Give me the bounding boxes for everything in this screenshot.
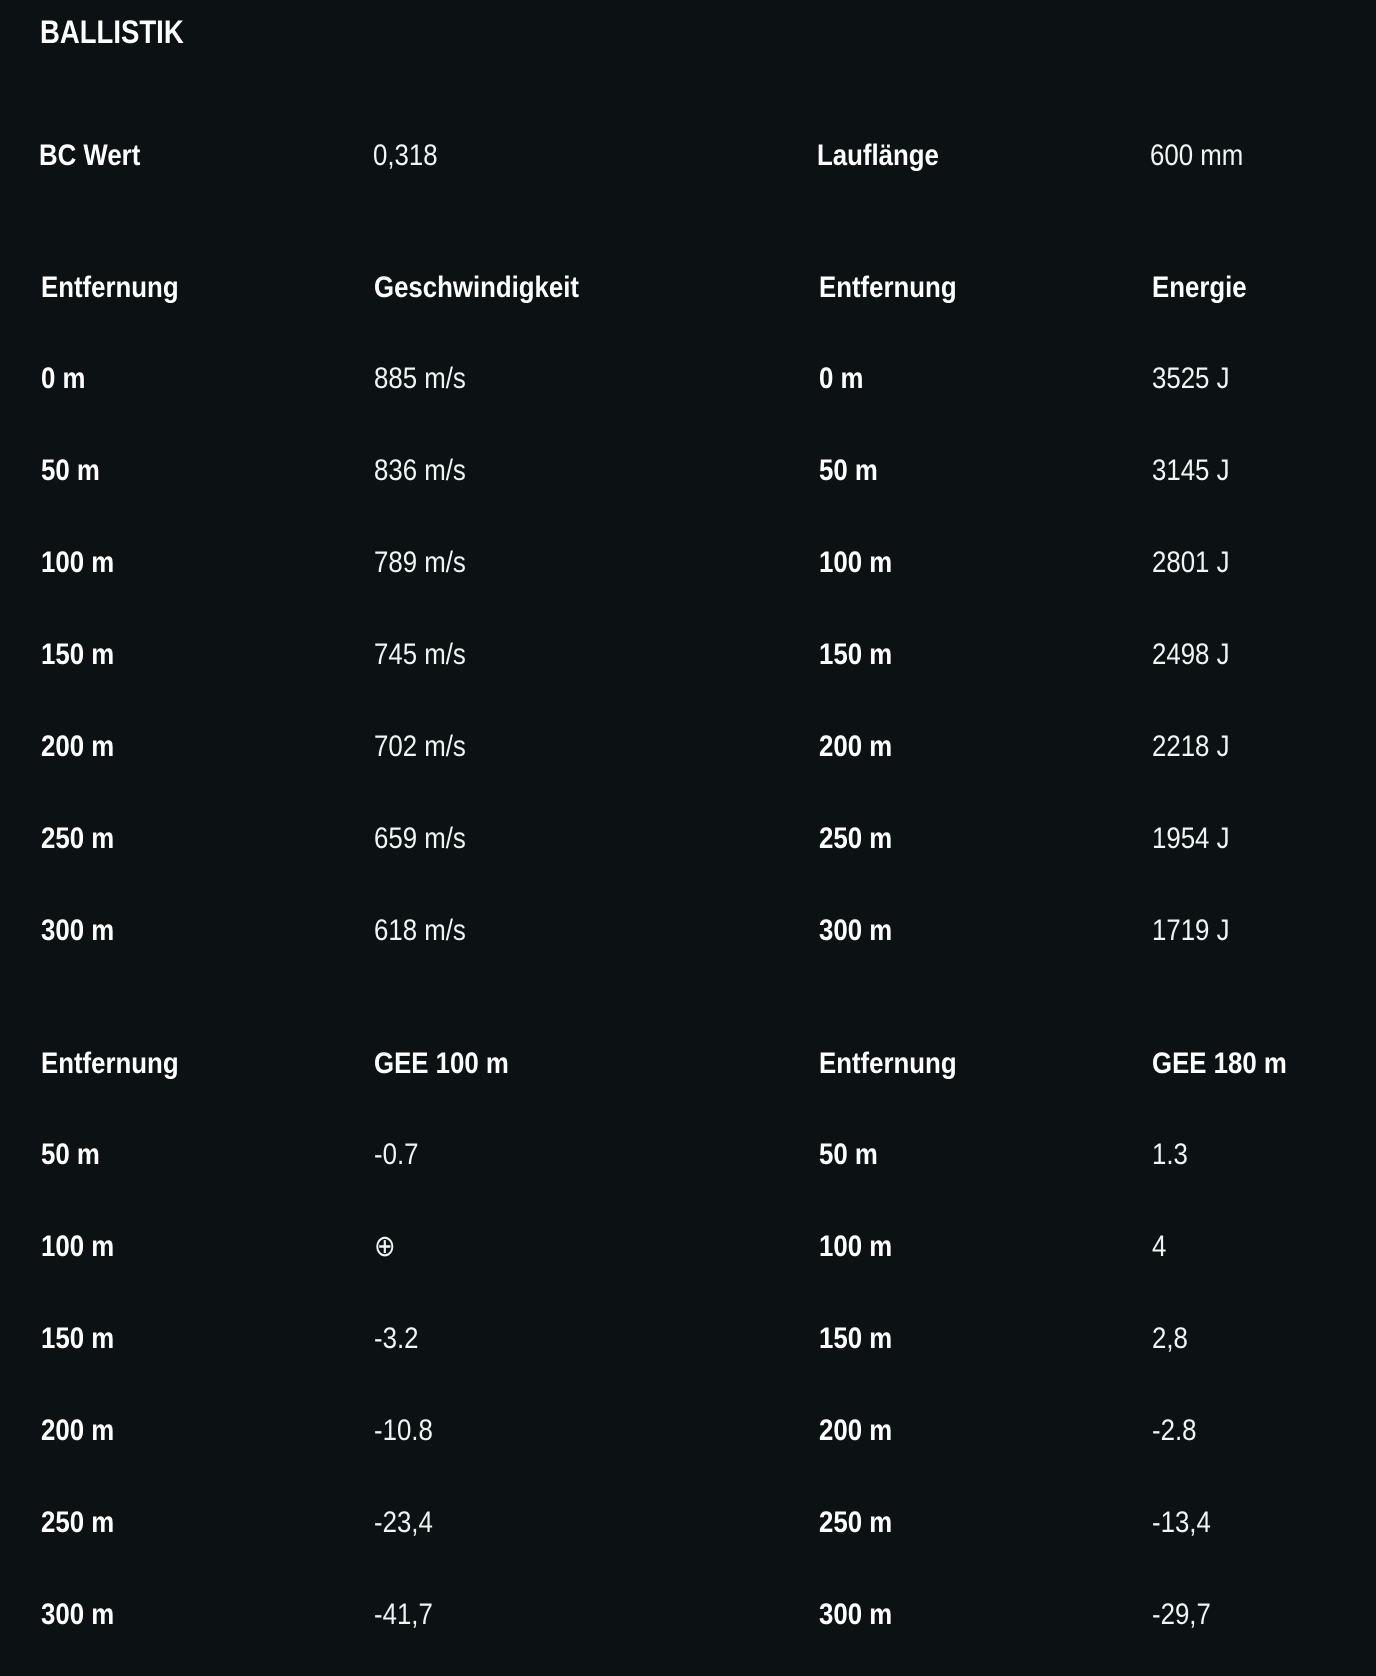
- table-row: [0, 1130, 1376, 1180]
- table-row: [0, 906, 1376, 956]
- column-header-distance-2: Entfernung: [819, 1047, 957, 1080]
- energy-cell: 1954 J: [1152, 822, 1230, 855]
- column-header-distance: Entfernung: [41, 271, 179, 304]
- gee-100-cell: -3.2: [374, 1322, 419, 1355]
- velocity-cell: 618 m/s: [374, 914, 466, 947]
- column-header-velocity: Geschwindigkeit: [374, 271, 580, 304]
- distance-cell: 100 m: [819, 1230, 893, 1263]
- table-row: [0, 1498, 1376, 1548]
- gee-100-cell: -23,4: [374, 1506, 433, 1539]
- energy-cell: 1719 J: [1152, 914, 1230, 947]
- barrel-length-label: Lauflänge: [817, 139, 939, 172]
- column-header-gee-180: GEE 180 m: [1152, 1047, 1287, 1080]
- distance-cell: 200 m: [41, 730, 115, 763]
- gee-180-cell: 4: [1152, 1230, 1167, 1263]
- table-header-row: [0, 263, 1376, 313]
- distance-cell: 200 m: [41, 1414, 115, 1447]
- distance-cell: 150 m: [819, 638, 893, 671]
- distance-cell: 100 m: [41, 1230, 115, 1263]
- distance-cell: 300 m: [819, 914, 893, 947]
- table-row: [0, 722, 1376, 772]
- table-row: [0, 814, 1376, 864]
- gee-180-cell: 1.3: [1152, 1138, 1188, 1171]
- gee-100-cell: -41,7: [374, 1598, 433, 1631]
- barrel-length-value: 600 mm: [1150, 139, 1244, 172]
- distance-cell: 100 m: [41, 546, 115, 579]
- distance-cell: 50 m: [819, 1138, 878, 1171]
- distance-cell: 0 m: [819, 362, 864, 395]
- table-header-row: [0, 1039, 1376, 1089]
- column-header-energy: Energie: [1152, 271, 1247, 304]
- distance-cell: 150 m: [41, 1322, 115, 1355]
- distance-cell: 150 m: [41, 638, 115, 671]
- table-row: [0, 446, 1376, 496]
- distance-cell: 300 m: [41, 1598, 115, 1631]
- bc-label: BC Wert: [39, 139, 141, 172]
- gee-180-cell: -2.8: [1152, 1414, 1197, 1447]
- distance-cell: 200 m: [819, 1414, 893, 1447]
- energy-cell: 2801 J: [1152, 546, 1230, 579]
- column-header-gee-100: GEE 100 m: [374, 1047, 509, 1080]
- distance-cell: 250 m: [41, 822, 115, 855]
- gee-180-cell: -13,4: [1152, 1506, 1211, 1539]
- distance-cell: 250 m: [41, 1506, 115, 1539]
- energy-cell: 3525 J: [1152, 362, 1230, 395]
- table-row: [0, 1590, 1376, 1640]
- table-row: [0, 354, 1376, 404]
- distance-cell: 50 m: [41, 1138, 100, 1171]
- distance-cell: 50 m: [41, 454, 100, 487]
- distance-cell: 50 m: [819, 454, 878, 487]
- distance-cell: 250 m: [819, 822, 893, 855]
- energy-cell: 2498 J: [1152, 638, 1230, 671]
- velocity-cell: 836 m/s: [374, 454, 466, 487]
- table-row: [0, 630, 1376, 680]
- column-header-distance: Entfernung: [41, 1047, 179, 1080]
- table-row: [0, 1406, 1376, 1456]
- table-row: [0, 1314, 1376, 1364]
- distance-cell: 0 m: [41, 362, 86, 395]
- section-title: BALLISTIK: [40, 14, 184, 50]
- velocity-cell: 659 m/s: [374, 822, 466, 855]
- distance-cell: 250 m: [819, 1506, 893, 1539]
- energy-cell: 3145 J: [1152, 454, 1230, 487]
- gee-180-cell: 2,8: [1152, 1322, 1188, 1355]
- energy-cell: 2218 J: [1152, 730, 1230, 763]
- velocity-cell: 745 m/s: [374, 638, 466, 671]
- distance-cell: 300 m: [41, 914, 115, 947]
- distance-cell: 200 m: [819, 730, 893, 763]
- gee-100-cell: -0.7: [374, 1138, 419, 1171]
- table-row: [0, 1222, 1376, 1272]
- distance-cell: 150 m: [819, 1322, 893, 1355]
- distance-cell: 100 m: [819, 546, 893, 579]
- velocity-cell: 885 m/s: [374, 362, 466, 395]
- table-row: [0, 538, 1376, 588]
- column-header-distance-2: Entfernung: [819, 271, 957, 304]
- gee-100-cell: ⊕: [374, 1230, 396, 1263]
- velocity-cell: 702 m/s: [374, 730, 466, 763]
- velocity-cell: 789 m/s: [374, 546, 466, 579]
- distance-cell: 300 m: [819, 1598, 893, 1631]
- gee-100-cell: -10.8: [374, 1414, 433, 1447]
- bc-value: 0,318: [373, 139, 438, 172]
- gee-180-cell: -29,7: [1152, 1598, 1211, 1631]
- summary-row: [0, 131, 1376, 181]
